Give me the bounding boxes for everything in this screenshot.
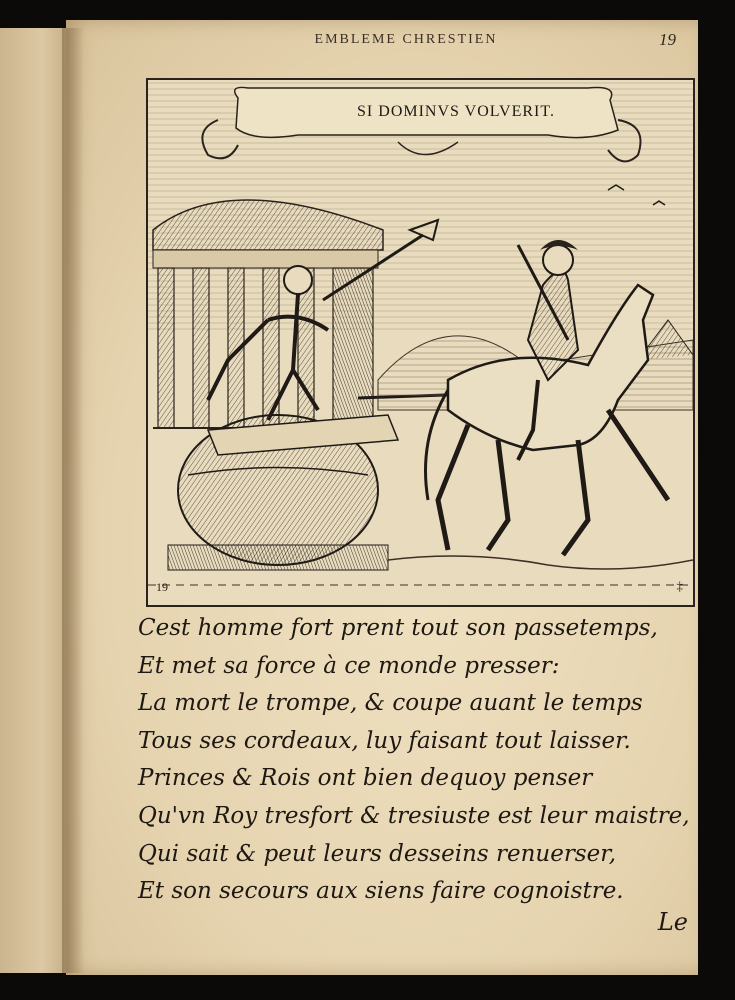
verse-line: Princes & Rois ont bien dequoy penser <box>138 765 593 792</box>
verse-line: Qu'vn Roy tresfort & tresiuste est leur maistre, <box>138 802 690 829</box>
verse-line: Et met sa force à ce monde presser: <box>138 652 560 679</box>
book-page <box>66 20 698 975</box>
verse-line: Qui sait & peut leurs desseins renuerser, <box>138 840 617 867</box>
emblem-motto: SI DOMINVS VOLVERIT. <box>357 103 555 120</box>
emblem-verse <box>138 610 690 911</box>
engraving-mark-left: 19 <box>156 580 168 594</box>
running-head: EMBLEME CHRESTIEN <box>314 32 498 47</box>
engraving-illustration <box>148 80 693 605</box>
catchword: Le <box>657 908 688 936</box>
gutter-shadow <box>62 28 84 973</box>
verse-line: Cest homme fort prent tout son passetemps, <box>138 615 658 641</box>
emblem-engraving <box>146 78 695 607</box>
verse-line: La mort le trompe, & coupe auant le temps <box>138 690 643 717</box>
engraving-mark-right: ‡ <box>676 578 683 593</box>
left-page-edge <box>0 28 70 973</box>
verse-line: Et son secours aux siens faire cognoistre. <box>138 878 624 905</box>
page-number: 19 <box>659 30 676 49</box>
verse-line: Tous ses cordeaux, luy faisant tout laisser. <box>138 727 631 754</box>
